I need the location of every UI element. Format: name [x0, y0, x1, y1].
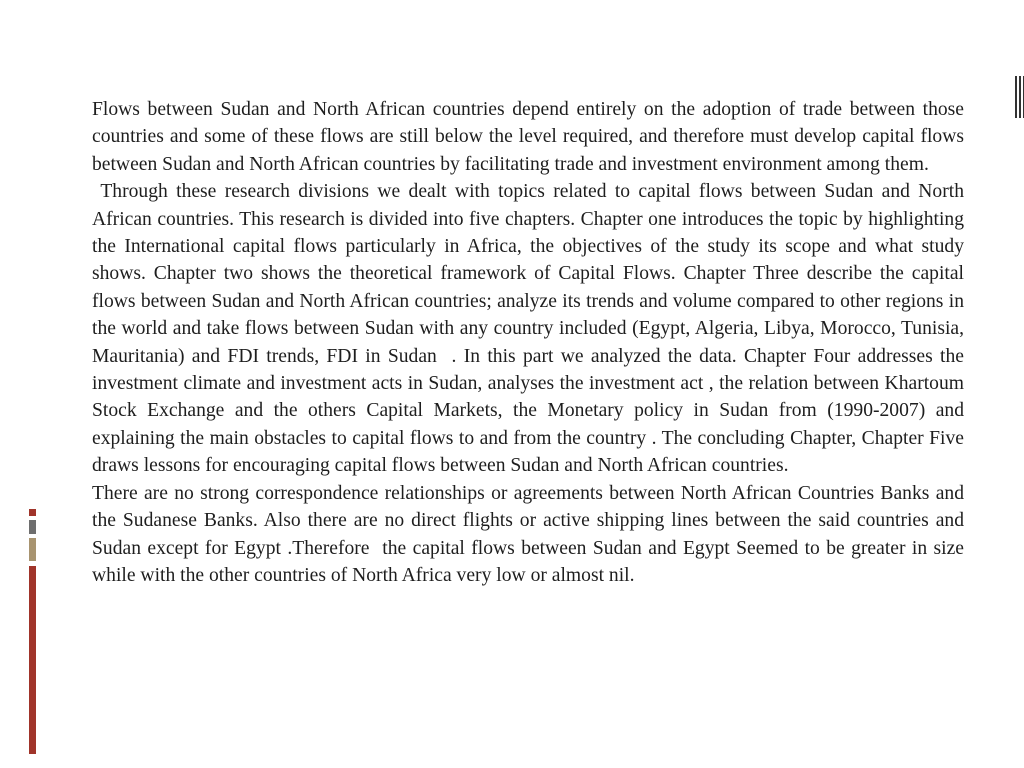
accent-bar-red-long — [29, 566, 36, 754]
corner-bar — [1015, 76, 1017, 118]
accent-bar-tan — [29, 538, 36, 561]
corner-decoration — [1015, 76, 1024, 118]
corner-bar — [1019, 76, 1021, 118]
accent-bar-gray — [29, 520, 36, 534]
paragraph-flows-overview: Flows between Sudan and North African countries depend entirely on the adoption of trade between those countries and some of these flows are still below the level required, and therefore must develop capital flows between Sudan and North African countries by facilitating trade and investment environment among them. — [92, 99, 964, 175]
paragraph-research-structure: Through these research divisions we dealt with topics related to capital flows between Sudan and North African countries. This research is divided into five chapters. Chapter one introduces the topic by highlighting the International capital flows particularly in Africa, the objectives of the study its scope and what study shows. Chapter two shows the theoretical framework of Capital Flows. Chapter Three describe the capital flows between Sudan and North African countries; analyze its trends and volume compared to other regions in the world and take flows between Sudan with any country included (Egypt, Algeria, Libya, Morocco, Tunisia, Mauritania) and FDI trends, FDI in Sudan . In this part we analyzed the data. Chapter Four addresses the investment climate and investment acts in Sudan, analyses the investment act , the relation between Khartoum Stock Exchange and the others Capital Markets, the Monetary policy in Sudan from (1990-2007) and explaining the main obstacles to capital flows to and from the country . The concluding Chapter, Chapter Five draws lessons for encouraging capital flows between Sudan and North African countries. — [92, 181, 969, 477]
slide-body-text — [92, 96, 974, 700]
paragraph-banking-relations: There are no strong correspondence relationships or agreements between North African Countries Banks and the Sudanese Banks. Also there are no direct flights or active shipping lines between the said countries and Sudan except for Egypt .Therefore the capital flows between Sudan and Egypt Seemed to be greater in size while with the other countries of North Africa very low or almost nil. — [92, 482, 974, 586]
accent-bar-red-small — [29, 509, 36, 516]
